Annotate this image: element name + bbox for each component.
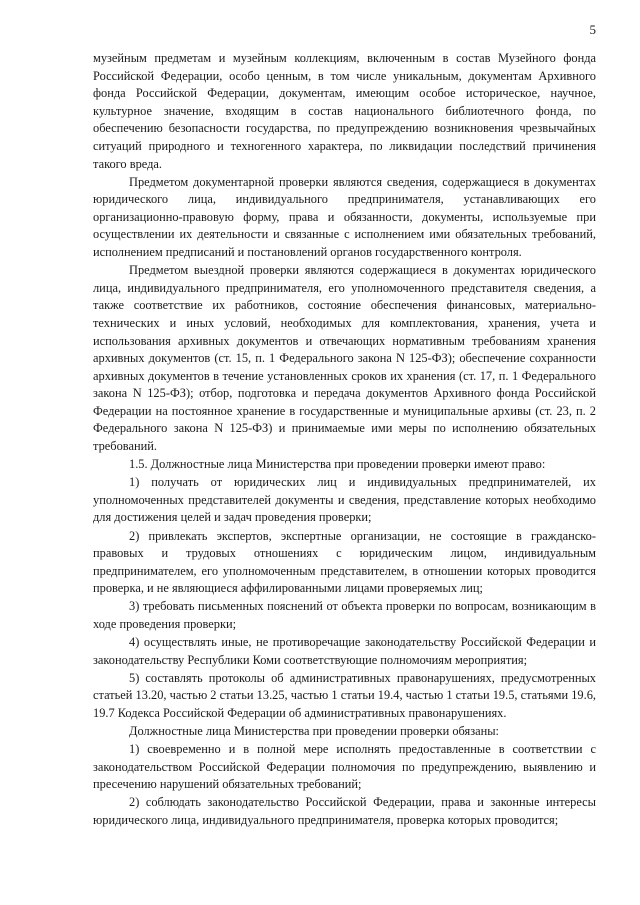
paragraph-documentary-inspection: Предметом документарной проверки являются сведения, содержащиеся в документах юридического лица, индивидуального предпринимателя, устанавливающих его организационно-правовую форму, права и обязанности, документы, используемые при осуществлении их деятельности и связанные с исполнением ими обязательных требований, исполнением предписаний и постановлений органов государственного контроля. — [93, 174, 596, 260]
list-item-duty-2: 2) соблюдать законодательство Российской Федерации, права и законные интересы юридического лица, индивидуального предпринимателя, проверка которых проводится; — [93, 795, 596, 828]
list-item-right-1: 1) получать от юридических лиц и индивидуальных предпринимателей, их уполномоченных представителей документы и сведения, представление которых необходимо для достижения целей и задач проведения проверки; — [93, 475, 596, 525]
page-number: 5 — [589, 22, 596, 37]
list-item-duty-1: 1) своевременно и в полной мере исполнять предоставленные в соответствии с законодательством Российской Федерации полномочия по предупреждению, выявлению и пресечению нарушений обязательных требований; — [93, 742, 596, 792]
paragraph-officials-duties-heading: Должностные лица Министерства при проведении проверки обязаны: — [129, 724, 500, 739]
list-item-right-5: 5) составлять протоколы об административных правонарушениях, предусмотренных статьей 13.20, частью 2 статьи 13.25, частью 1 статьи 19.4, частью 1 статьи 19.5, статьями 19.6, 19.7 Кодекса Российской Федерации об административных правонарушениях. — [93, 670, 596, 720]
paragraph-onsite-inspection: Предметом выездной проверки являются содержащиеся в документах юридического лица, индивидуального предпринимателя, его уполномоченного представителя сведения, а также соответствие их работников, состояние обеспечения финансовых, материально-технических и иных условий, необходимых для комплектования, хранения, учета и использования архивных документов и отвечающих нормативным требованиям хранения архивных документов (ст. 15, п. 1 Федерального закона N 125-ФЗ); обеспечение сохранности архивных документов в течение установленных сроков их хранения (ст. 17, п. 1 Федерального закона N 125-ФЗ); отбор, подготовка и передача документов Архивного фонда Российской Федерации на постоянное хранение в государственные и муниципальные архивы (ст. 23, п. 2 Федерального закона N 125-ФЗ) и принимаемые ими меры по исполнению обязательных требований. — [93, 263, 596, 454]
document-body — [93, 50, 596, 830]
paragraph-harm-continuation: музейным предметам и музейным коллекциям, включенным в состав Музейного фонда Российской Федерации, особо ценным, в том числе уникальным, документам Архивного фонда Российской Федерации, документам, имеющим особое историческое, научное, культурное значение, входящим в состав национального библиотечного фонда, по обеспечению безопасности государства, по предупреждению возникновения чрезвычайных ситуаций природного и техногенного характера, по ликвидации последствий причинения такого вреда. — [93, 51, 596, 171]
list-item-right-2: 2) привлекать экспертов, экспертные организации, не состоящие в гражданско-правовых и трудовых отношениях с юридическим лицом, индивидуальным предпринимателем, его уполномоченным представителем, в отношении которых проводится проверка, и не являющиеся аффилированными лицами проверяемых лиц; — [93, 528, 596, 596]
paragraph-officials-rights-heading: 1.5. Должностные лица Министерства при проведении проверки имеют право: — [129, 457, 546, 472]
list-item-right-4: 4) осуществлять иные, не противоречащие законодательству Российской Федерации и законодательству Республики Коми соответствующие полномочиям мероприятия; — [93, 635, 596, 667]
list-item-right-3: 3) требовать письменных пояснений от объекта проверки по вопросам, возникающим в ходе проведения проверки; — [93, 599, 596, 631]
